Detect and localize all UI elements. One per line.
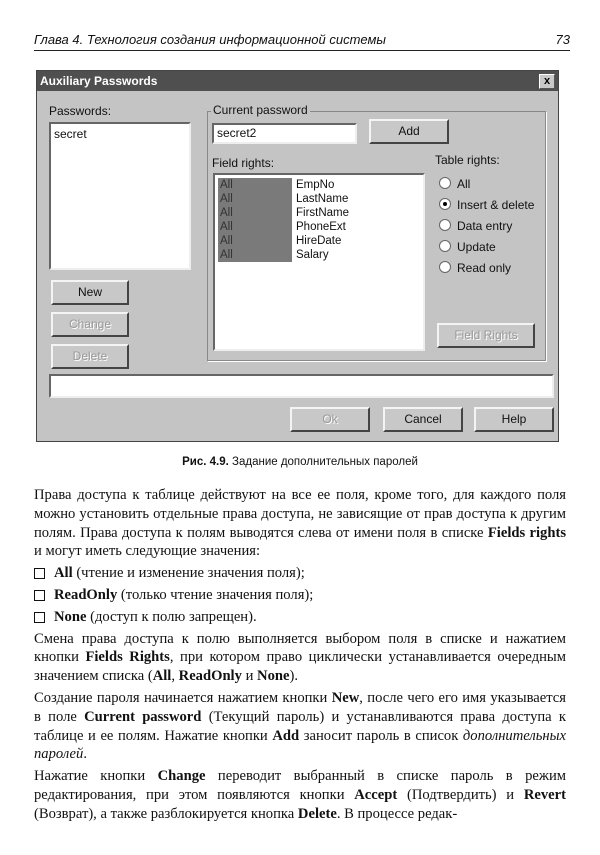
page-number: 73 — [555, 32, 570, 47]
radio-label: Data entry — [457, 219, 513, 233]
current-password-input[interactable]: secret2 — [212, 123, 357, 144]
radio-label: All — [457, 177, 471, 191]
radio-icon — [439, 240, 451, 252]
radio-read-only[interactable] — [439, 261, 511, 275]
field-rights-button[interactable]: Field Rights — [437, 323, 535, 348]
running-header — [34, 30, 570, 51]
passwords-list[interactable] — [49, 122, 191, 270]
radio-insert-delete[interactable] — [439, 198, 534, 212]
list-item[interactable] — [218, 248, 420, 262]
list-item[interactable] — [218, 206, 420, 220]
list-item[interactable] — [218, 192, 420, 206]
change-button[interactable]: Change — [51, 312, 129, 337]
ok-button[interactable]: Ok — [290, 407, 370, 432]
field-right: All — [218, 248, 292, 262]
radio-icon — [439, 177, 451, 189]
figure-caption-text: Задание дополнительных паролей — [232, 456, 418, 468]
radio-update[interactable] — [439, 240, 496, 254]
radio-data-entry[interactable] — [439, 219, 512, 233]
passwords-label: Passwords: — [49, 104, 112, 118]
help-button[interactable]: Help — [474, 407, 554, 432]
radio-selected-icon — [439, 198, 451, 210]
close-icon[interactable]: x — [539, 74, 555, 89]
radio-icon — [439, 219, 451, 231]
field-name: HireDate — [296, 235, 342, 247]
dialog-title: Auxiliary Passwords — [40, 74, 158, 88]
paragraph: Нажатие кнопки Change переводит выбранный в списке пароль в режим редактирования, при этом появляются кнопки Accept (Подтвердить) и Revert (Возврат), а также разблокируется кнопка Delete. В процессе редак- — [34, 768, 567, 822]
field-name: FirstName — [296, 207, 350, 219]
list-item[interactable]: secret — [54, 127, 87, 141]
field-right: All — [218, 192, 292, 206]
paragraph: Смена права доступа к полю выполняется выбором поля в списке и нажатием кнопки Fields Rights, при котором право циклически устанавливается очередным значением списка (All, ReadOnly и None). — [34, 630, 566, 685]
auxiliary-passwords-dialog — [36, 70, 559, 442]
table-rights-label: Table rights: — [435, 153, 500, 167]
chapter-title: Глава 4. Технология создания информационной системы — [34, 32, 386, 47]
field-name: Salary — [296, 249, 329, 261]
list-item: ReadOnly (только чтение значения поля); — [34, 586, 566, 605]
field-right: All — [218, 178, 292, 192]
field-right: All — [218, 220, 292, 234]
list-item: None (доступ к полю запрещен). — [34, 608, 566, 627]
radio-label: Insert & delete — [457, 198, 535, 212]
list-item: All (чтение и изменение значения поля); — [34, 564, 566, 583]
field-name: PhoneExt — [296, 221, 346, 233]
field-right: All — [218, 206, 292, 220]
status-bar — [49, 374, 554, 398]
cancel-button[interactable]: Cancel — [383, 407, 463, 432]
field-name: EmpNo — [296, 179, 335, 191]
new-button[interactable]: New — [51, 280, 129, 305]
list-item[interactable] — [218, 178, 420, 192]
delete-button[interactable]: Delete — [51, 344, 129, 369]
list-item[interactable] — [218, 220, 420, 234]
paragraph: Создание пароля начинается нажатием кнопки New, после чего его имя указывается в поле Current password (Текущий пароль) и устанавливаются права доступа к таблице и ее полям. Нажатие кнопки Add заносит пароль в список дополнительных паролей. — [34, 689, 567, 763]
field-rights-label: Field rights: — [212, 156, 275, 170]
radio-icon — [439, 261, 451, 273]
radio-all[interactable] — [439, 177, 470, 191]
body-text — [34, 486, 566, 827]
list-item[interactable] — [218, 234, 420, 248]
current-password-label: Current password — [213, 103, 308, 117]
figure-caption — [0, 456, 600, 468]
radio-label: Update — [457, 240, 496, 254]
field-name: LastName — [296, 193, 349, 205]
figure-number: Рис. 4.9. — [182, 456, 229, 468]
paragraph: Права доступа к таблице действуют на все ее поля, кроме того, для каждого поля можно установить отдельные права доступа, не зависящие от прав доступа к другим полям. Права доступа к полям выводятся слева от имени поля в списке Fields rights и могут иметь следующие значения: — [34, 487, 567, 560]
field-rights-list[interactable] — [213, 173, 425, 351]
field-right: All — [218, 234, 292, 248]
add-button[interactable]: Add — [369, 119, 449, 144]
dialog-title-bar — [37, 71, 558, 91]
radio-label: Read only — [457, 261, 512, 275]
